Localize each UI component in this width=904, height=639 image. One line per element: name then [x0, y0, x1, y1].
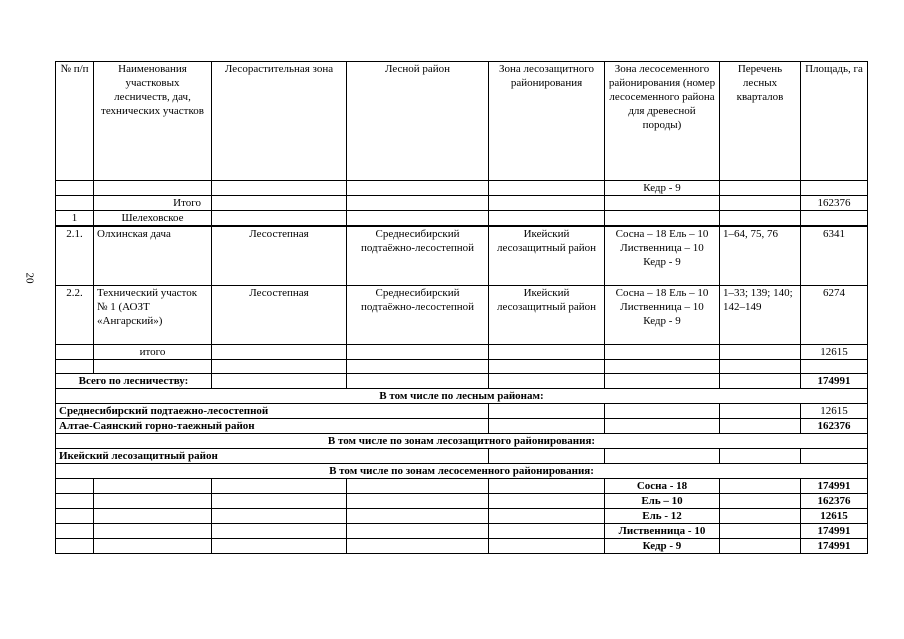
page-number: 20 [23, 272, 36, 284]
table-row [56, 464, 868, 479]
seed-value: 162376 [801, 494, 868, 509]
seed-value: 12615 [801, 509, 868, 524]
header-forest-zone: Лесорастительная зона [212, 62, 347, 181]
table-row [56, 524, 868, 539]
table-row [56, 494, 868, 509]
subtotal-label: итого [94, 345, 212, 360]
header-protective-zone: Зона лесозащитного районирования [489, 62, 605, 181]
row-seed: Сосна – 18 Ель – 10 Лиственница – 10 Кедр - 9 [605, 286, 720, 345]
header-area: Площадь, га [801, 62, 868, 181]
district-name: Среднесибирский подтаежно-лесостепной [56, 404, 489, 419]
table-row [56, 360, 868, 374]
row-district: Среднесибирский подтаёжно-лесостепной [347, 286, 489, 345]
table-row [56, 286, 868, 345]
seed-value: 174991 [801, 539, 868, 554]
header-quarters: Перечень лесных кварталов [720, 62, 801, 181]
seed-name: Кедр - 9 [605, 539, 720, 554]
grand-total-value: 174991 [801, 374, 868, 389]
protective-name: Икейский лесозащитный район [56, 449, 489, 464]
cedar-cell: Кедр - 9 [605, 181, 720, 196]
header-forest-district: Лесной район [347, 62, 489, 181]
table-row [56, 539, 868, 554]
district-heading: В том числе по лесным районам: [56, 389, 868, 404]
header-row [56, 62, 868, 181]
row-district: Среднесибирский подтаёжно-лесостепной [347, 226, 489, 286]
grand-total-label: Всего по лесничеству: [56, 374, 212, 389]
district-name: Алтае-Саянский горно-таежный район [56, 419, 489, 434]
table-row [56, 434, 868, 449]
header-names: Наименования участковых лесничеств, дач, технических участков [94, 62, 212, 181]
seed-name: Ель - 12 [605, 509, 720, 524]
row-area: 6274 [801, 286, 868, 345]
total-label: Итого [94, 196, 212, 211]
table-row [56, 404, 868, 419]
section-name: Шелеховское [94, 211, 212, 227]
row-zone: Лесостепная [212, 286, 347, 345]
row-seed: Сосна – 18 Ель – 10 Лиственница – 10 Кедр - 9 [605, 226, 720, 286]
table-row [56, 211, 868, 227]
row-zone: Лесостепная [212, 226, 347, 286]
row-quarters: 1–64, 75, 76 [720, 226, 801, 286]
section-no: 1 [56, 211, 94, 227]
total-value: 162376 [801, 196, 868, 211]
seed-name: Ель – 10 [605, 494, 720, 509]
row-quarters: 1–33; 139; 140; 142–149 [720, 286, 801, 345]
row-no: 2.2. [56, 286, 94, 345]
table-row [56, 449, 868, 464]
row-name: Олхинская дача [94, 226, 212, 286]
table-row [56, 389, 868, 404]
seed-name: Сосна - 18 [605, 479, 720, 494]
subtotal-value: 12615 [801, 345, 868, 360]
protective-heading: В том числе по зонам лесозащитного районирования: [56, 434, 868, 449]
seed-value: 174991 [801, 524, 868, 539]
table-row [56, 419, 868, 434]
table-row [56, 181, 868, 196]
seed-value: 174991 [801, 479, 868, 494]
table-row [56, 196, 868, 211]
table-row [56, 226, 868, 286]
table-row [56, 479, 868, 494]
district-value: 12615 [801, 404, 868, 419]
seed-name: Лиственница - 10 [605, 524, 720, 539]
header-seed-zone: Зона лесосеменного районирования (номер лесосеменного района для древесной породы) [605, 62, 720, 181]
row-protective: Икейский лесозащитный район [489, 286, 605, 345]
header-no: № п/п [56, 62, 94, 181]
row-area: 6341 [801, 226, 868, 286]
table-row [56, 509, 868, 524]
row-protective: Икейский лесозащитный район [489, 226, 605, 286]
table-row [56, 345, 868, 360]
table-row [56, 374, 868, 389]
row-name: Технический участок № 1 (АОЗТ «Ангарский») [94, 286, 212, 345]
forest-allocation-table [55, 61, 868, 554]
district-value: 162376 [801, 419, 868, 434]
seed-heading: В том числе по зонам лесосеменного районирования: [56, 464, 868, 479]
row-no: 2.1. [56, 226, 94, 286]
